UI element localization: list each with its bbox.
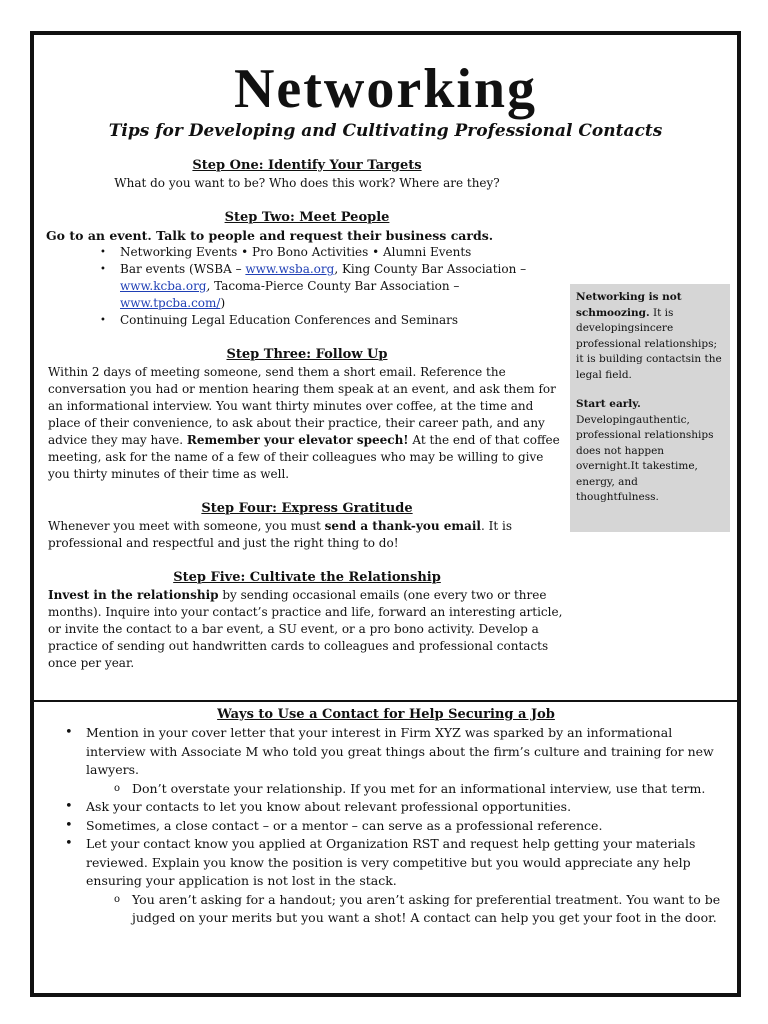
step-one-heading: Step One: Identify Your Targets [192, 158, 422, 173]
step-four-heading: Step Four: Express Gratitude [201, 501, 413, 516]
list-item: • Sometimes, a close contact – or a mentor – can serve as a professional reference. [86, 817, 724, 836]
list-item: • Continuing Legal Education Conferences and Seminars [100, 312, 566, 329]
list-item: • Ask your contacts to let you know about relevant professional opportunities. [86, 798, 724, 817]
list-item: • Mention in your cover letter that your interest in Firm XYZ was sparked by an informational interview with Associate M who told you great things about the firm’s culture and training for new lawyers. o Don’t overstate your relationship. If you met for an informational interview, use that term. [86, 724, 724, 798]
list-item: • Bar events (WSBA – www.wsba.org, King County Bar Association – www.kcba.org, Tacoma-Pierce County Bar Association – www.tpcba.com/) [100, 261, 566, 312]
step-four-text: Whenever you meet with someone, you must send a thank-you email. It is professional and respectful and just the right thing to do! [48, 519, 513, 550]
step-three-heading: Step Three: Follow Up [226, 347, 388, 362]
page-subtitle: Tips for Developing and Cultivating Professional Contacts [108, 121, 663, 141]
sub-list-item: o Don’t overstate your relationship. If you met for an informational interview, use that term. [132, 780, 724, 799]
step-one-text: What do you want to be? Who does this work? Where are they? [114, 176, 500, 190]
sidebar-callout [570, 284, 730, 532]
sub-list-item: o You aren’t asking for a handout; you aren’t asking for preferential treatment. You want to be judged on your merits but you want a shot! A contact can help you get your foot in the door. [132, 891, 724, 928]
step-five-heading: Step Five: Cultivate the Relationship [173, 570, 441, 585]
page-frame [30, 31, 741, 997]
step-three-text: Within 2 days of meeting someone, send them a short email. Reference the conversation you had or mention hearing them speak at an event, and ask them for an informational interview. You want thirty minutes over coffee, at the time and place of their convenience, to ask about their practice, their career path, and any advice they may have. Remember your elevator speech! At the end of that coffee meeting, ask for the name of a few of their colleagues who may be willing to give you thirty minutes of their time as well. [48, 365, 560, 481]
wsba-link[interactable]: www.wsba.org [245, 262, 335, 276]
list-item: • Networking Events • Pro Bono Activities • Alumni Events [100, 244, 566, 261]
ways-heading: Ways to Use a Contact for Help Securing a Job [217, 707, 555, 722]
tips-content [48, 157, 566, 672]
sub-list [86, 891, 724, 928]
sub-list [86, 780, 724, 799]
ways-section [48, 706, 724, 928]
section-divider [34, 700, 737, 702]
sidebar-paragraph-1: Networking is not schmoozing. It is developingsincere professional relationships; it is building contactsin the legal field. [576, 291, 722, 381]
step-two-heading: Step Two: Meet People [224, 210, 390, 225]
step-five-text: Invest in the relationship by sending occasional emails (one every two or three months). Inquire into your contact’s practice and life, forward an interesting article, or invite the contact to a bar event, a SU event, or a pro bono activity. Develop a practice of sending out handwritten cards to colleagues and professional contacts once per year. [48, 588, 563, 670]
list-item: • Let your contact know you applied at Organization RST and request help getting your materials reviewed. Explain you know the position is very competitive but you would appreciate any help ensuring your application is not lost in the stack. o You aren’t asking for a handout; you aren’t asking for preferential treatment. You want to be judged on your merits but you want a shot! A contact can help you get your foot in the door. [86, 835, 724, 928]
ways-list [48, 724, 724, 928]
tpcba-link[interactable]: www.tpcba.com/ [120, 296, 221, 310]
step-two-intro: Go to an event. Talk to people and request their business cards. [46, 228, 494, 243]
step-two-list [48, 244, 566, 329]
kcba-link[interactable]: www.kcba.org [120, 279, 207, 293]
sidebar-paragraph-2: Start early. Developingauthentic, professional relationships does not happen overnight.It takestime, energy, and thoughtfulness. [576, 398, 714, 503]
page-title: Networking [233, 58, 538, 120]
